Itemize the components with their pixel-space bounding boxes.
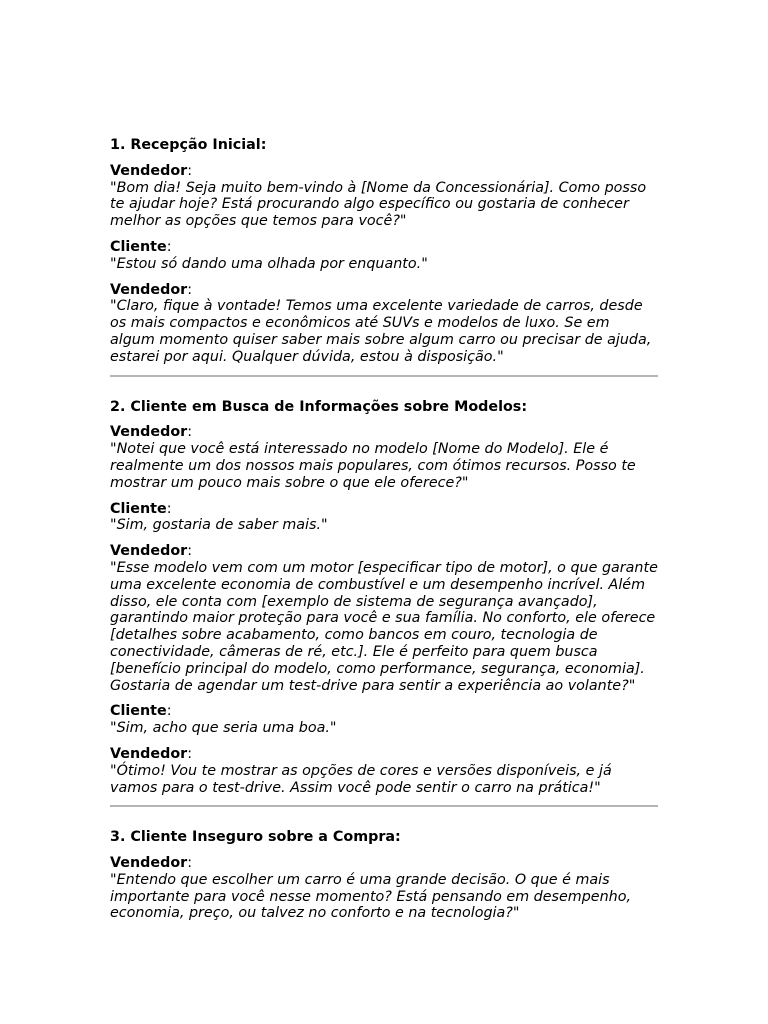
section-title: 3. Cliente Inseguro sobre a Compra:	[110, 829, 401, 846]
speaker-name: Vendedor	[110, 855, 188, 872]
speech-text: Sim, acho que seria uma boa.	[116, 720, 330, 737]
speaker-name: Cliente	[110, 500, 167, 517]
section-divider	[110, 805, 658, 807]
speaker-name: Vendedor	[110, 543, 188, 560]
section-divider	[110, 375, 658, 377]
dialogue-turn: Vendedor: "Entendo que escolher um carro é uma grande decisão. O que é mais importante para você nesse momento? Está pensando em desempenho, economia, preço, ou talvez no conforto e na tecnologia?"	[110, 855, 631, 922]
dialogue-turn: Vendedor: "Esse modelo vem com um motor [especificar tipo de motor], o que garante uma excelente economia de combustível e um desempenho incrível. Além disso, ele conta com [exemplo de sistema de segurança avançado], garantindo maior proteção para você e sua família. No conforto, ele oferece [detalhes sobre acabamento, como bancos em couro, tecnologia de conectividade, câmeras de ré, etc.]. Ele é perfeito para quem busca [benefício principal do modelo, como performance, segurança, economia]. Gostaria de agendar um test-drive para sentir a experiência ao volante?"	[110, 543, 658, 694]
speaker-name: Vendedor	[110, 745, 188, 762]
speaker-name: Vendedor	[110, 281, 188, 298]
speaker-name: Vendedor	[110, 424, 188, 441]
dialogue-content	[110, 137, 658, 931]
dialogue-turn: Cliente: "Sim, gostaria de saber mais."	[110, 500, 328, 534]
speech-text: Estou só dando uma olhada por enquanto.	[116, 255, 422, 272]
speech-text: Bom dia! Seja muito bem-vindo à [Nome da Concessionária]. Como posso te ajudar hoje? Está procurando algo específico ou gostaria de conhecer melhor as opções que temos para você?	[110, 179, 647, 230]
speaker-name: Cliente	[110, 238, 167, 255]
dialogue-turn: Vendedor: "Notei que você está interessado no modelo [Nome do Modelo]. Ele é realmente um dos nossos mais populares, com ótimos recursos. Posso te mostrar um pouco mais sobre o que ele oferece?"	[110, 424, 636, 491]
speech-text: Entendo que escolher um carro é uma grande decisão. O que é mais importante para você nesse momento? Está pensando em desempenho, economia, preço, ou talvez no conforto e na tecnologia?	[110, 871, 631, 922]
section-recepcao-inicial	[110, 137, 658, 366]
section-busca-informacoes	[110, 399, 658, 797]
dialogue-turn: Vendedor: "Bom dia! Seja muito bem-vindo à [Nome da Concessionária]. Como posso te ajudar hoje? Está procurando algo específico ou gostaria de conhecer melhor as opções que temos para você?"	[110, 162, 647, 230]
section-title: 1. Recepção Inicial:	[110, 137, 267, 153]
section-cliente-inseguro	[110, 829, 658, 922]
dialogue-turn: Vendedor: "Claro, fique à vontade! Temos uma excelente variedade de carros, desde os mais compactos e econômicos até SUVs e modelos de luxo. Se em algum momento quiser saber mais sobre algum carro ou precisar de ajuda, estarei por aqui. Qualquer dúvida, estou à disposição."	[110, 281, 652, 365]
speech-text: Notei que você está interessado no modelo [Nome do Modelo]. Ele é realmente um dos nossos mais populares, com ótimos recursos. Posso te mostrar um pouco mais sobre o que ele oferece?	[110, 441, 636, 491]
speech-text: Esse modelo vem com um motor [especificar tipo de motor], o que garante uma excelente economia de combustível e um desempenho incrível. Além disso, ele conta com [exemplo de sistema de segurança avançado], garantindo maior proteção para você e sua família. No conforto, ele oferece [detalhes sobre acabamento, como bancos em couro, tecnologia de conectividade, câmeras de ré, etc.]. Ele é perfeito para quem busca [benefício principal do modelo, como performance, segurança, economia]. Gostaria de agendar um test-drive para sentir a experiência ao volante?	[110, 559, 658, 694]
speech-text: Sim, gostaria de saber mais.	[116, 517, 322, 534]
section-title: 2. Cliente em Busca de Informações sobre Modelos:	[110, 398, 528, 415]
speech-text: Ótimo! Vou te mostrar as opções de cores e versões disponíveis, e já vamos para o test-drive. Assim você pode sentir o carro na prática!	[110, 762, 612, 796]
dialogue-turn: Cliente: "Estou só dando uma olhada por enquanto."	[110, 238, 428, 272]
dialogue-turn: Vendedor: "Ótimo! Vou te mostrar as opções de cores e versões disponíveis, e já vamos para o test-drive. Assim você pode sentir o carro na prática!"	[110, 745, 612, 796]
speaker-name: Vendedor	[110, 162, 188, 179]
speaker-name: Cliente	[110, 703, 167, 720]
dialogue-turn: Cliente: "Sim, acho que seria uma boa."	[110, 703, 337, 737]
speech-text: Claro, fique à vontade! Temos uma excelente variedade de carros, desde os mais compactos e econômicos até SUVs e modelos de luxo. Se em algum momento quiser saber mais sobre algum carro ou precisar de ajuda, estarei por aqui. Qualquer dúvida, estou à disposição.	[110, 298, 652, 365]
